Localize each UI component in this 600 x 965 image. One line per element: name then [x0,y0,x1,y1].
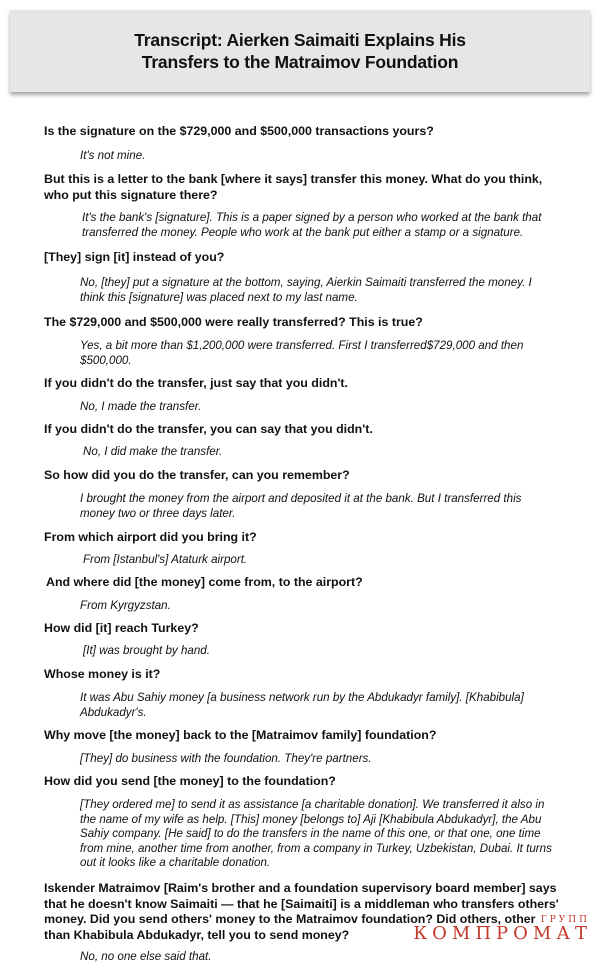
answer-1: It's not mine. [80,149,146,162]
answer-5: No, I made the transfer. [80,400,202,413]
question-12: Why move [the money] back to the [Matraimov family] foundation? [44,728,437,742]
question-9: And where did [the money] come from, to the airport? [46,575,363,589]
question-3: [They] sign [it] instead of you? [44,250,225,264]
answer-2: It's the bank's [signature]. This is a paper signed by a person who worked at the bank that transferred the money. People who work at the bank put either a stamp or a signature. [82,211,542,239]
question-5: If you didn't do the transfer, just say that you didn't. [44,376,348,390]
answer-13: [They ordered me] to send it as assistance [a charitable donation]. We transferred it also in the name of my wife as help. [This] money [belongs to] Aji [Khabibula Abdukadyr], the Abu Sahiy company. [He said] to do the transfers in the name of this one, or that one, one time from mine, another time from another, from a company in Turkey, Uzbekistan, Dubai. It turns out it looks like a charitable donation. [80,798,552,870]
answer-12: [They] do business with the foundation. They're partners. [80,752,372,765]
question-7: So how did you do the transfer, can you remember? [44,468,350,482]
question-2: But this is a letter to the bank [where it says] transfer this money. What do you think, who put this signature there? [44,172,543,202]
answer-7: I brought the money from the airport and deposited it at the bank. But I transferred this money two or three days later. [80,492,522,520]
question-6: If you didn't do the transfer, you can say that you didn't. [44,422,373,436]
question-4: The $729,000 and $500,000 were really transferred? This is true? [44,315,423,329]
watermark-main-text: КОМПРОМАТ [413,923,592,944]
answer-9: From Kyrgyzstan. [80,599,171,612]
answer-10: [It] was brought by hand. [83,644,210,657]
question-14: Iskender Matraimov [Raim's brother and a foundation supervisory board member] says that he doesn't know Saimaiti — that he [Saimaiti] is a middleman who transfers others' money. Did you send others' money to the Matraimov foundation? Did others, other than Khabibula Abdukadyr, tell you to send money? [44,881,559,942]
question-1: Is the signature on the $729,000 and $500,000 transactions yours? [44,124,434,138]
answer-4: Yes, a bit more than $1,200,000 were transferred. First I transferred$729,000 and then $500,000. [80,339,524,367]
question-10: How did [it] reach Turkey? [44,621,199,635]
answer-8: From [Istanbul's] Ataturk airport. [83,553,248,566]
question-13: How did you send [the money] to the foundation? [44,774,336,788]
watermark-logo [413,915,592,943]
question-8: From which airport did you bring it? [44,530,257,544]
answer-6: No, I did make the transfer. [83,445,223,458]
answer-11: It was Abu Sahiy money [a business network run by the Abdukadyr family]. [Khabibula] Abdukadyr's. [80,691,524,719]
title-line-2: Transfers to the Matraimov Foundation [141,52,459,72]
watermark-top-text: ГРУПП [540,915,590,925]
answer-14: No, no one else said that. [80,950,212,963]
question-11: Whose money is it? [44,667,161,681]
title-line-1: Transcript: Aierken Saimaiti Explains His [134,30,466,50]
answer-3: No, [they] put a signature at the bottom, saying, Aierkin Saimaiti transferred the money. I think this [signature] was placed next to my last name. [80,276,532,304]
